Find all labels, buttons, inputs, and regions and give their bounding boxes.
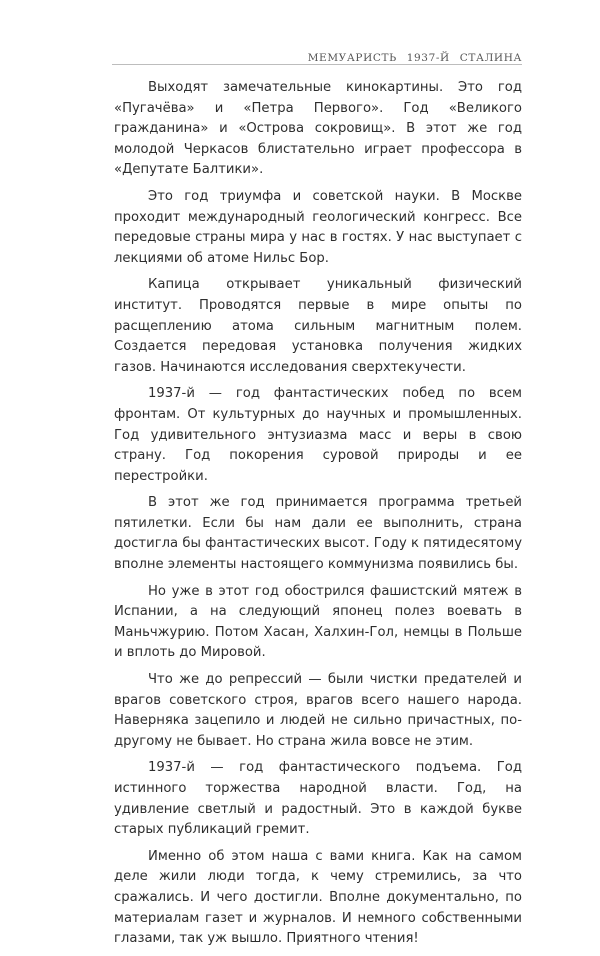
header-center-label: 1937-Й xyxy=(406,52,450,64)
paragraph: 1937-й — год фантастического подъема. Год истинного торжества народной власти. Год, на удивление светлый и радостный. Это в каждой букве старых публикаций гремит. xyxy=(114,760,522,838)
header-right-label: СТАЛИНА xyxy=(459,52,522,64)
header-rule xyxy=(112,64,522,65)
header-left-label: МЕМУАРИСТЬ xyxy=(307,52,397,64)
paragraph: Именно об этом наша с вами книга. Как на самом деле жили люди тогда, к чему стремились, за что сражались. И чего достигли. Вполне документально, по материалам газет и журналов. И немного собственными глазами, так уж вышло. Приятного чтения! xyxy=(114,848,522,947)
paragraph: Это год триумфа и советской науки. В Москве проходит международный геологический конгресс. Все передовые страны мира у нас в гостях. У нас выступает с лекциями об атоме Нильс Бор. xyxy=(114,188,522,266)
paragraph: Но уже в этот год обострился фашистский мятеж в Испании, а на следующий японец полез воевать в Маньчжурию. Потом Хасан, Халхин-Гол, немцы в Польше и вплоть до Мировой. xyxy=(114,583,522,661)
paragraph: 1937-й — год фантастических побед по всем фронтам. От культурных до научных и промышленных. Год удивительного энтузиазма масс и веры в свою страну. Год покорения суровой природы и ее перестройки. xyxy=(114,386,522,484)
paragraph: Капица открывает уникальный физический институт. Проводятся первые в мире опыты по расщеплению атома сильным магнитным полем. Создается передовая установка получения жидких газов. Начинаются исследования сверхтекучести. xyxy=(114,277,522,375)
paragraph: Выходят замечательные кинокартины. Это год «Пугачёва» и «Петра Первого». Год «Великого гражданина» и «Острова сокровищ». В этот же год молодой Черкасов блистательно играет профессора в «Депутате Балтики». xyxy=(114,80,522,178)
paragraph: В этот же год принимается программа третьей пятилетки. Если бы нам дали ее выполнить, страна достигла бы фантастических высот. Году к пятидесятому вполне элементы настоящего коммунизма появились бы. xyxy=(114,495,522,573)
running-header xyxy=(308,52,522,64)
paragraph: Что же до репрессий — были чистки предателей и врагов советского строя, врагов всего нашего народа. Наверняка зацепило и людей не сильно причастных, по-другому не бывает. Но страна жила вовсе не этим. xyxy=(114,672,522,749)
body-text xyxy=(114,78,522,956)
